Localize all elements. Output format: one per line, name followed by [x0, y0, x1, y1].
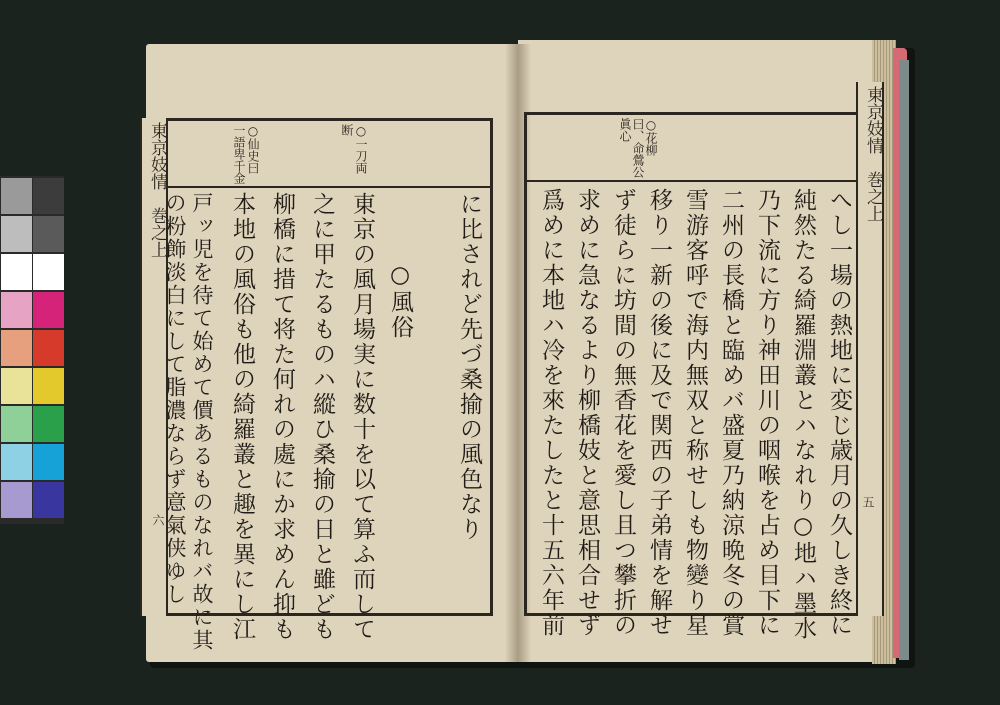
left-leaf-number: 六 — [151, 514, 165, 526]
left-text-column-5: 本地の風俗も他の綺羅叢と趣を異にし江 — [229, 192, 255, 642]
color-calibration-card — [0, 176, 64, 524]
left-text-column-7: の粉飾淡白にして脂濃ならず意氣侠ゆし — [163, 192, 187, 606]
color-patch — [33, 406, 64, 442]
left-text-column-1: に比されど先づ桑揄の風色なり — [456, 192, 482, 542]
left-text-column-3: 之に甲たるものハ縱ひ桑揄の日と雖ども — [309, 192, 335, 642]
color-patch — [33, 178, 64, 214]
color-patch — [1, 292, 32, 328]
color-patch — [33, 216, 64, 252]
right-text-column-4: 二州の長橋と臨めバ盛夏乃納涼晩冬の賞 — [718, 188, 744, 638]
color-patch — [1, 406, 32, 442]
right-headnote-rule — [524, 180, 870, 182]
left-text-column-6: 戸ッ児を待て始めて價あるものなれバ故に其 — [190, 192, 214, 652]
color-patch — [33, 292, 64, 328]
left-headnote-2: ○仙史曰一語卑千金 — [232, 124, 260, 184]
right-text-column-8: 求めに急なるより柳橋妓と意思相合せず — [574, 188, 600, 638]
right-running-title: 東京妓情 巻之上 — [856, 82, 884, 616]
left-section-heading: ○風俗 — [387, 262, 413, 340]
color-patch — [1, 444, 32, 480]
right-leaf-number: 五 — [861, 496, 875, 508]
color-patch — [33, 482, 64, 518]
color-patch — [1, 330, 32, 366]
color-patch — [33, 330, 64, 366]
color-patch — [1, 254, 32, 290]
right-text-column-6: 移り一新の後に及で関西の子弟情を解せ — [646, 188, 672, 638]
left-text-column-4: 柳橋に措て将た何れの處にか求めん抑も — [269, 192, 295, 642]
left-headnote-rule — [150, 186, 493, 188]
left-headnote-1: ○一刀両断 — [340, 124, 368, 174]
left-text-column-2: 東京の風月場実に数十を以て算ふ而して — [349, 192, 375, 642]
right-headnote: ○花柳曰、命鶯公眞心 — [618, 118, 658, 178]
right-text-column-9: 爲めに本地ハ冷を來たしたと十五六年前 — [538, 188, 564, 638]
color-patch — [1, 368, 32, 404]
left-running-title: 東京妓情 巻之上 — [140, 118, 168, 616]
right-text-column-1: へし一場の熱地に変じ歳月の久しき終に — [826, 188, 852, 638]
color-patch — [33, 254, 64, 290]
right-text-column-7: ず徒らに坊間の無香花を愛し且つ攀折の — [610, 188, 636, 638]
color-patch — [33, 444, 64, 480]
color-patch — [1, 216, 32, 252]
color-patch — [1, 482, 32, 518]
color-patch — [1, 178, 32, 214]
right-text-column-2: 純然たる綺羅淵叢とハなれり○地ハ墨水 — [790, 188, 816, 641]
color-patch — [33, 368, 64, 404]
cover-board — [899, 60, 909, 660]
right-text-column-5: 雪游客呼で海内無双と称せしも物變り星 — [682, 188, 708, 638]
right-text-column-3: 乃下流に方り神田川の咽喉を占め目下に — [754, 188, 780, 638]
